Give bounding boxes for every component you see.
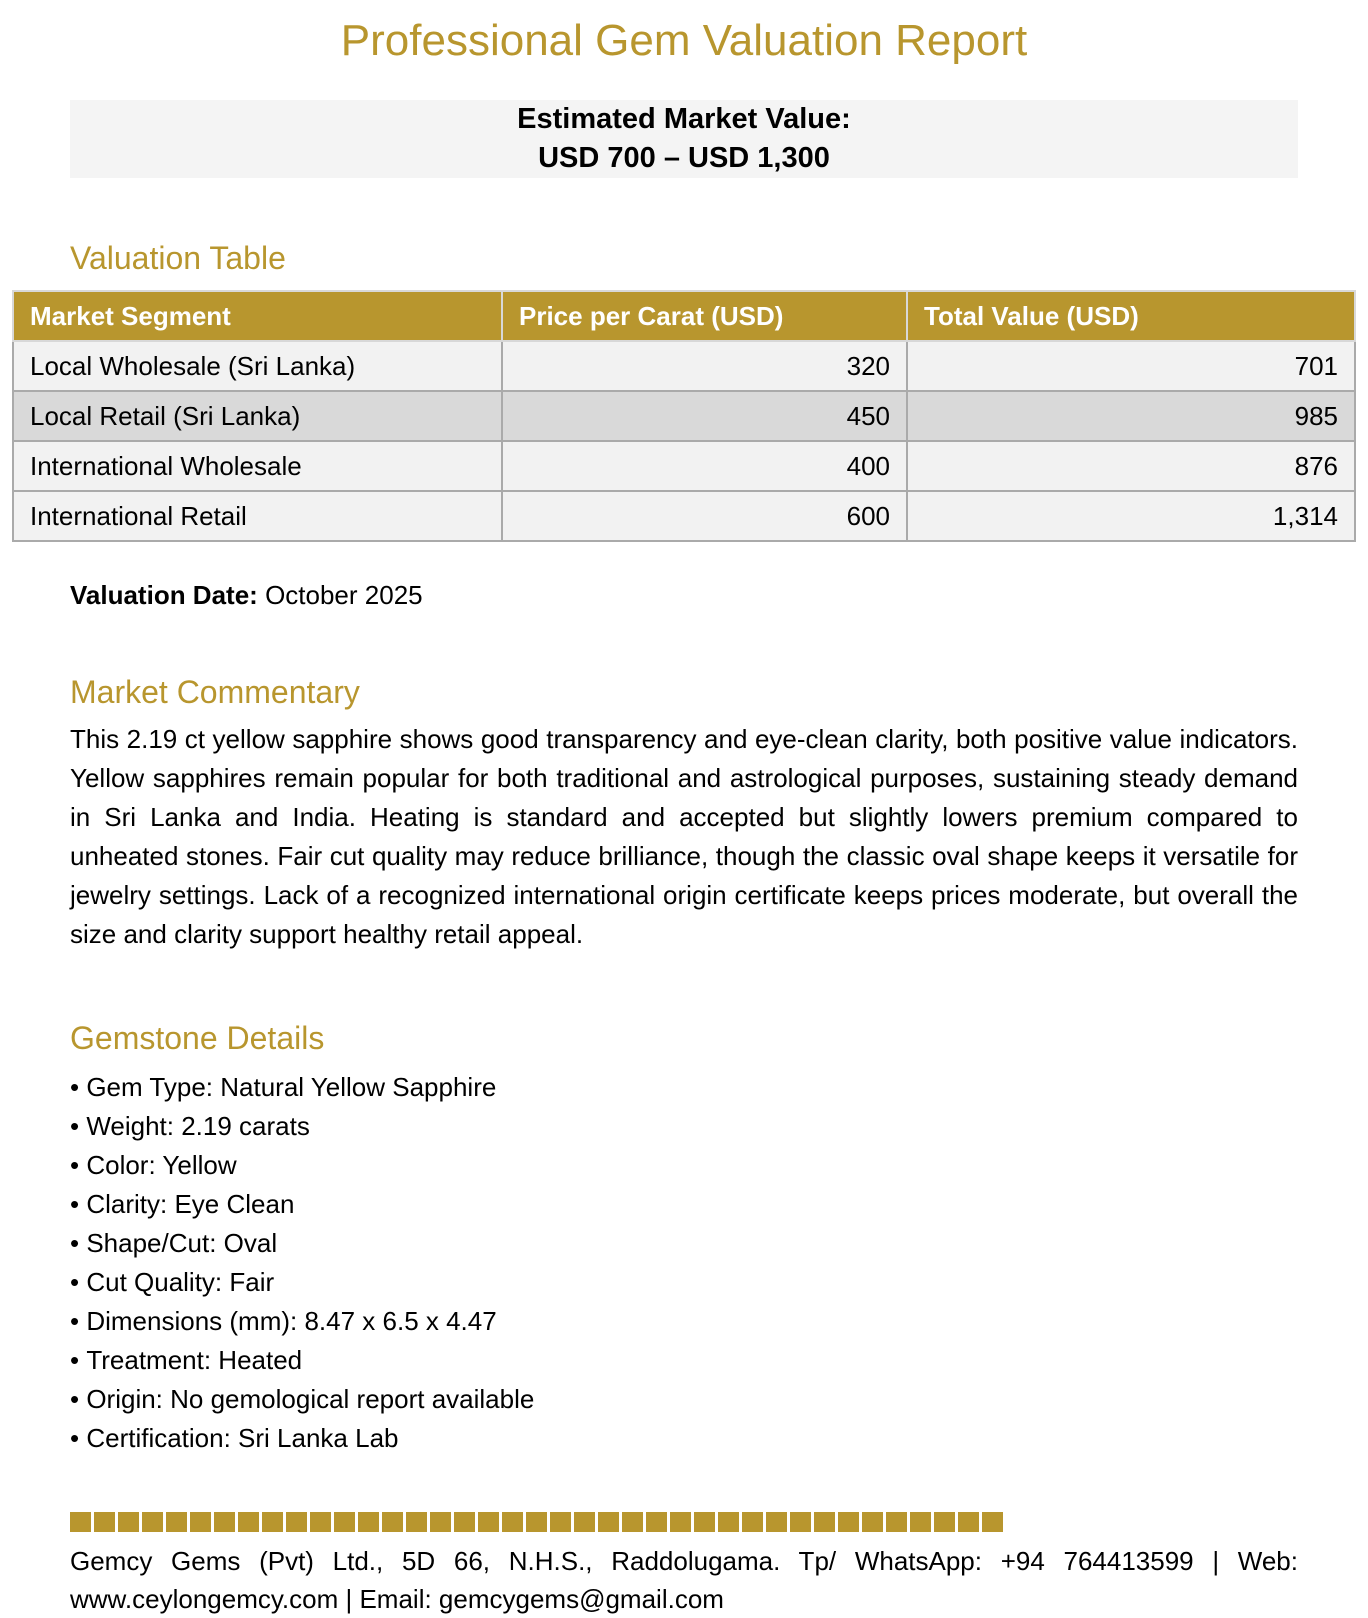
column-header-total-value: Total Value (USD)	[907, 291, 1355, 341]
valuation-table-heading: Valuation Table	[70, 240, 286, 276]
column-header-price-per-carat: Price per Carat (USD)	[502, 291, 907, 341]
list-item: • Cut Quality: Fair	[70, 1263, 534, 1302]
total-value-cell: 701	[907, 341, 1355, 391]
total-value-cell: 985	[907, 391, 1355, 441]
valuation-date-value: October 2025	[265, 580, 423, 610]
price-per-carat-cell: 320	[502, 341, 907, 391]
table-row	[13, 441, 1355, 491]
report-title: Professional Gem Valuation Report	[340, 16, 1028, 65]
list-item: • Treatment: Heated	[70, 1341, 534, 1380]
gemstone-details-list	[70, 1068, 534, 1458]
total-value-cell: 876	[907, 441, 1355, 491]
list-item: • Dimensions (mm): 8.47 x 6.5 x 4.47	[70, 1302, 534, 1341]
valuation-date-label: Valuation Date:	[70, 580, 258, 610]
commentary-text: This 2.19 ct yellow sapphire shows good transparency and eye-clean clarity, both positive value indicators. Yellow sapphires remain popular for both traditional and astrological purposes, sustaining steady demand in Sri Lanka and India. Heating is standard and accepted but slightly lowers premium compared to unheated stones. Fair cut quality may reduce brilliance, though the classic oval shape keeps it versatile for jewelry settings. Lack of a recognized international origin certificate keeps prices moderate, but overall the size and clarity support healthy retail appeal.	[70, 724, 1298, 949]
estimate-value: USD 700 – USD 1,300	[538, 142, 830, 174]
estimate-box	[70, 100, 1298, 178]
list-item: • Certification: Sri Lanka Lab	[70, 1419, 534, 1458]
total-value-cell: 1,314	[907, 491, 1355, 541]
footer-divider	[70, 1512, 1006, 1532]
footer-contact: Gemcy Gems (Pvt) Ltd., 5D 66, N.H.S., Raddolugama. Tp/ WhatsApp: +94 764413599 | Web: www.ceylongemcy.com | Email: gemcygems@gmail.com	[70, 1546, 1298, 1614]
price-per-carat-cell: 400	[502, 441, 907, 491]
list-item: • Shape/Cut: Oval	[70, 1224, 534, 1263]
table-row	[13, 491, 1355, 541]
table-header-row	[13, 291, 1355, 341]
estimate-label: Estimated Market Value:	[517, 103, 851, 135]
list-item: • Color: Yellow	[70, 1146, 534, 1185]
column-header-segment: Market Segment	[13, 291, 502, 341]
segment-cell: International Wholesale	[13, 441, 502, 491]
valuation-date	[70, 578, 423, 612]
gemstone-details-heading: Gemstone Details	[70, 1020, 325, 1056]
valuation-table	[12, 290, 1356, 542]
segment-cell: International Retail	[13, 491, 502, 541]
commentary-heading: Market Commentary	[70, 674, 360, 710]
table-row	[13, 341, 1355, 391]
price-per-carat-cell: 600	[502, 491, 907, 541]
table-row	[13, 391, 1355, 441]
price-per-carat-cell: 450	[502, 391, 907, 441]
segment-cell: Local Retail (Sri Lanka)	[13, 391, 502, 441]
list-item: • Origin: No gemological report available	[70, 1380, 534, 1419]
list-item: • Weight: 2.19 carats	[70, 1107, 534, 1146]
segment-cell: Local Wholesale (Sri Lanka)	[13, 341, 502, 391]
list-item: • Gem Type: Natural Yellow Sapphire	[70, 1068, 534, 1107]
list-item: • Clarity: Eye Clean	[70, 1185, 534, 1224]
